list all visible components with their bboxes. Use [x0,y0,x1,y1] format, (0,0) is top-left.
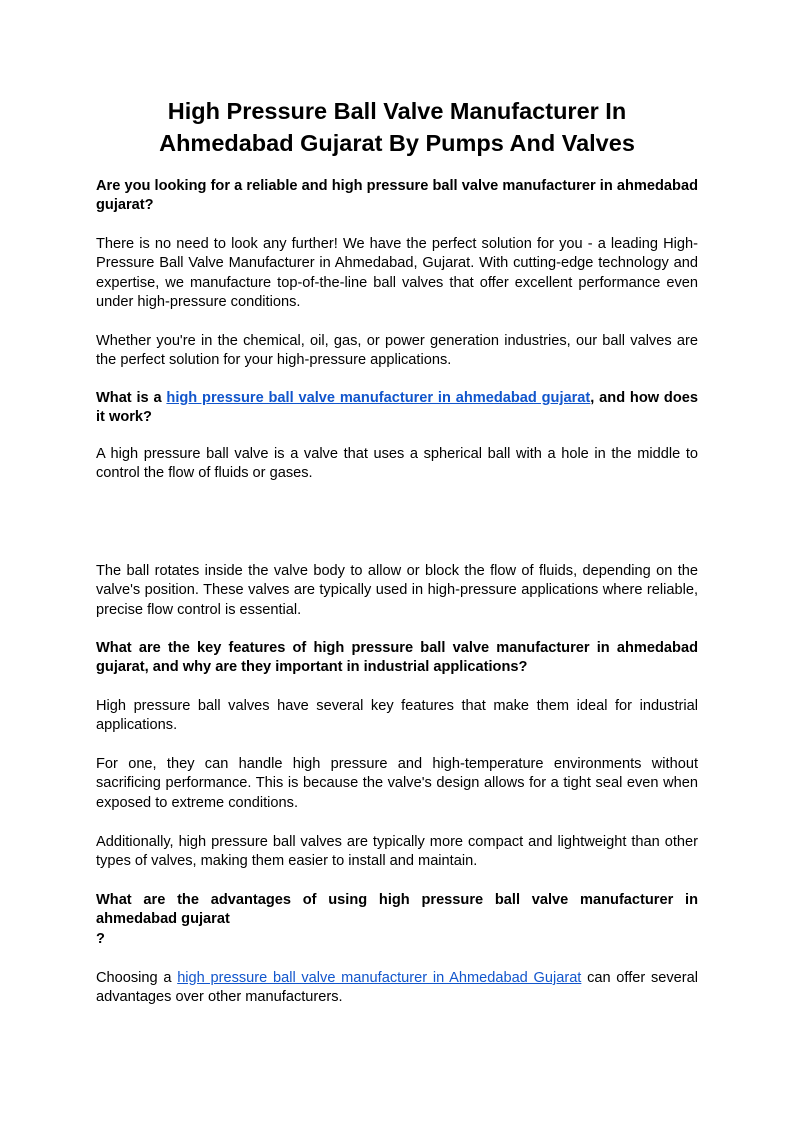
paragraph-8 [96,969,698,1008]
paragraph-1: There is no need to look any further! We have the perfect solution for you - a leading High-Pressure Ball Valve Manufacturer in Ahmedabad, Gujarat. With cutting-edge technology and expertise, we manufacture top-of-the-line ball valves that offer excellent performance even under high-pressure conditions. [96,236,698,311]
title-line-2: Ahmedabad Gujarat By Pumps And Valves [159,130,635,156]
title-line-1: High Pressure Ball Valve Manufacturer In [167,98,627,124]
paragraph-6: For one, they can handle high pressure and high-temperature environments without sacrificing performance. This is because the valve's design allows for a tight seal even when exposed to extreme conditions. [96,756,698,811]
paragraph-3: A high pressure ball valve is a valve that uses a spherical ball with a hole in the middle to control the flow of fluids or gases. [96,446,698,482]
manufacturer-link-2[interactable]: high pressure ball valve manufacturer in Ahmedabad Gujarat [177,970,582,986]
document-title [96,95,698,159]
paragraph-2: Whether you're in the chemical, oil, gas, or power generation industries, our ball valves are the perfect solution for your high-pressure applications. [96,333,698,369]
manufacturer-link-1[interactable]: high pressure ball valve manufacturer in ahmedabad gujarat [166,390,591,406]
question-heading-2 [96,389,698,428]
paragraph-8-text-before: Choosing a [96,970,178,986]
paragraph-7: Additionally, high pressure ball valves are typically more compact and lightweight than other types of valves, making them easier to install and maintain. [96,834,698,870]
paragraph-4: The ball rotates inside the valve body to allow or block the flow of fluids, depending on the valve's position. These valves are typically used in high-pressure applications where reliable, precise flow control is essential. [96,563,698,618]
question-heading-3: What are the key features of high pressure ball valve manufacturer in ahmedabad gujarat, and why are they important in industrial applications? [96,640,698,676]
paragraph-8-text-after: can offer several advantages over other manufacturers. [96,970,698,1006]
question-heading-1: Are you looking for a reliable and high pressure ball valve manufacturer in ahmedabad gujarat? [96,178,698,214]
question-heading-4 [96,891,698,949]
question-4-line-1: What are the advantages of using high pressure ball valve manufacturer in [96,892,698,908]
paragraph-5: High pressure ball valves have several key features that make them ideal for industrial applications. [96,698,698,734]
question-2-text-before: What is a [96,390,167,406]
question-4-line-2: ahmedabad gujarat [96,911,230,928]
question-2-text-after: , and how does it work? [96,390,698,426]
question-4-line-3: ? [96,930,105,947]
